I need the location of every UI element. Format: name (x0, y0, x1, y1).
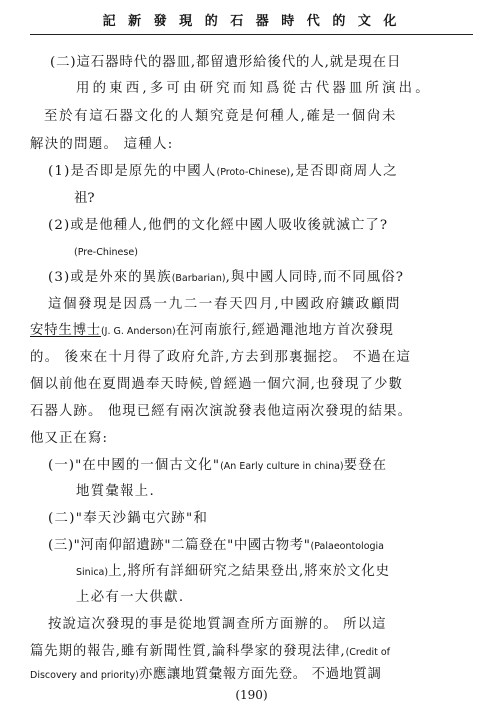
latin-gloss: (J. G. Anderson) (100, 326, 176, 337)
line-text: 石器人跡。 他現已經有兩次演說發表他這兩次發現的結果。 (30, 404, 413, 419)
line-text: 這個發現是因爲一九二一春天四月,中國政府鑛政顧問 (48, 297, 402, 312)
text-line (0, 217, 503, 235)
line-text-cont: ,是否即商周人之 (290, 164, 398, 179)
line-text: 按說這次發現的事是從地質調查所方面辦的。 所以這 (48, 617, 387, 632)
line-text: 安特生博士 (30, 323, 101, 338)
text-line (0, 269, 503, 288)
text-line (0, 457, 503, 476)
line-text-cont: 亦應讓地質彙報方面先登。 不過地質調 (138, 667, 382, 682)
text-line (0, 80, 503, 98)
latin-gloss: Discovery and priority) (30, 670, 139, 681)
line-text: 上必有一大供獻. (76, 590, 185, 605)
line-text-cont: ,與中國人同時,而不同風俗? (225, 270, 404, 285)
line-text: (三)"河南仰韶遺跡"二篇登在"中國古物考" (48, 538, 311, 553)
line-text: 祖? (74, 191, 95, 206)
text-line (0, 403, 503, 421)
latin-gloss: (Pre-Chinese) (74, 247, 138, 258)
running-header: 記 新 發 現 的 石 器 時 代 的 文 化 (102, 14, 401, 29)
text-line (0, 483, 503, 501)
line-text: (一)"在中國的一個古文化" (48, 458, 221, 473)
text-line (0, 589, 503, 607)
line-text: 個以前他在夏間過奉天時候,曾經過一個穴洞,也發現了少數 (30, 377, 403, 392)
text-line (0, 322, 503, 341)
text-line (0, 376, 503, 394)
text-line (0, 563, 503, 582)
text-line (0, 163, 503, 182)
latin-gloss: (Palaeontologia (310, 541, 384, 552)
line-text: (3)或是外來的異族 (48, 270, 172, 285)
line-text: (二)這石器時代的器皿,都留遺形給後代的人,就是現在日 (50, 55, 402, 70)
line-text: 至於有這石器文化的人類究竟是何種人,確是一個尙未 (44, 109, 398, 124)
line-text-cont: 在河南旅行,經過澠池地方首次發現 (175, 323, 394, 338)
text-line (0, 54, 503, 72)
line-text: (2)或是他種人,他們的文化經中國人吸收後就滅亡了? (48, 218, 389, 233)
line-text: 的。 後來在十月得了政府允許,方去到那裏掘挖。 不過在這 (30, 350, 412, 365)
line-text: 他又正在寫: (30, 431, 109, 446)
text-line (0, 666, 503, 685)
line-text: (1)是否即是原先的中國人 (48, 164, 217, 179)
line-text-cont: 上,將所有詳細研究之結果登出,將來於文化史 (108, 564, 390, 579)
line-text-cont: 要登在 (343, 458, 388, 473)
page-number: (190) (235, 688, 268, 702)
latin-gloss: (An Early culture in china) (220, 461, 344, 472)
text-line (0, 108, 503, 126)
latin-gloss: (Proto-Chinese) (216, 167, 291, 178)
text-line (0, 510, 503, 528)
line-text: (二)"奉天沙鍋屯穴跡"和 (48, 511, 209, 526)
text-line (0, 190, 503, 208)
text-line (0, 296, 503, 314)
line-text: 地質彙報上. (76, 484, 156, 499)
text-line (0, 643, 503, 662)
line-text: 解決的問題。 這種人: (30, 137, 174, 152)
text-line (0, 243, 503, 262)
line-text: 用的東西,多可由研究而知爲從古代器皿所演出。 (76, 81, 432, 96)
header-rule (30, 34, 473, 35)
line-text: 篇先期的報告,雖有新聞性質,論科學家的發現法律, (30, 644, 346, 659)
text-line (0, 136, 503, 154)
latin-gloss: (Credit of (345, 647, 391, 658)
text-line (0, 616, 503, 634)
latin-gloss: Sinica) (76, 567, 109, 578)
latin-gloss: (Barbarian) (171, 273, 226, 284)
text-line (0, 537, 503, 556)
text-line (0, 349, 503, 367)
text-line (0, 430, 503, 448)
